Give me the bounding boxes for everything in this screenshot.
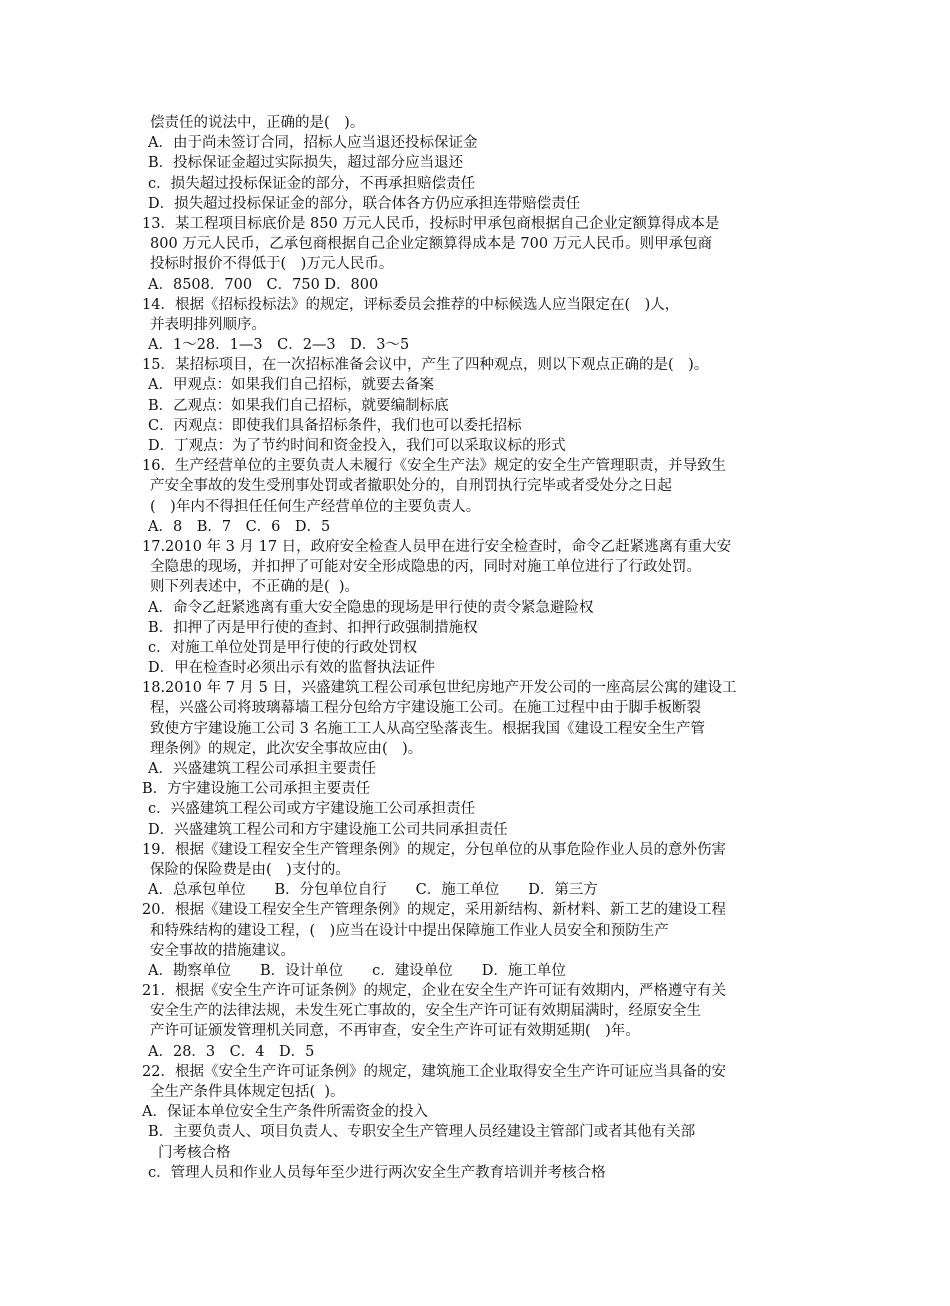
text-line: B．方宇建设施工公司承担主要责任 <box>142 781 371 798</box>
text-line: D．损失超过投标保证金的部分，联合体各方仍应承担连带赔偿责任 <box>148 195 581 212</box>
text-line: D．兴盛建筑工程公司和方宇建设施工公司共同承担责任 <box>148 821 508 838</box>
text-line: A．由于尚未签订合同，招标人应当退还投标保证金 <box>148 135 478 152</box>
text-line: 并表明排列顺序。 <box>150 316 266 333</box>
text-line: 产安全事故的发生受刑事处罚或者撤职处分的，自刑罚执行完毕或者受处分之日起 <box>150 478 672 495</box>
text-line: B．主要负责人、项目负责人、专职安全生产管理人员经建设主管部门或者其他有关部 <box>148 1124 696 1141</box>
text-line: 21．根据《安全生产许可证条例》的规定，企业在安全生产许可证有效期内，严格遵守有关 <box>142 983 726 1000</box>
text-line: 15．某招标项目，在一次招标准备会议中，产生了四种观点，则以下观点正确的是( )。 <box>142 357 709 374</box>
text-line: c．对施工单位处罚是甲行使的行政处罚权 <box>148 639 418 656</box>
text-line: 全生产条件具体规定包括( )。 <box>150 1084 345 1100</box>
text-line: 安全事故的措施建议。 <box>150 942 295 959</box>
text-line: 18.2010 年 7 月 5 日，兴盛建筑工程公司承包世纪房地产开发公司的一座高层公寓的建设工 <box>142 680 737 697</box>
text-line: A．8 B．7 C．6 D．5 <box>148 518 331 535</box>
text-line: 产许可证颁发管理机关同意，不再审查，安全生产许可证有效期延期( )年。 <box>150 1023 640 1040</box>
text-line: ( )年内不得担任任何生产经营单位的主要负责人。 <box>150 498 481 515</box>
text-line: 14．根据《招标投标法》的规定，评标委员会推荐的中标候选人应当限定在( )人， <box>142 296 680 313</box>
text-line: A．勘察单位 B．设计单位 c．建设单位 D．施工单位 <box>148 962 566 979</box>
text-line: 800 万元人民币，乙承包商根据自己企业定额算得成本是 700 万元人民币。则甲承包商 <box>150 236 713 253</box>
text-line: B．扣押了丙是甲行使的查封、扣押行政强制措施权 <box>148 619 478 636</box>
text-line: c．管理人员和作业人员每年至少进行两次安全生产教育培训并考核合格 <box>148 1164 606 1181</box>
text-line: 20．根据《建设工程安全生产管理条例》的规定，采用新结构、新材料、新工艺的建设工程 <box>142 902 726 919</box>
text-line: 保险的保险费是由( )支付的。 <box>150 861 350 878</box>
text-line: D．甲在检查时必须出示有效的监督执法证件 <box>148 660 436 677</box>
document-body <box>142 113 822 1183</box>
text-line: 安全生产的法律法规，未发生死亡事故的，安全生产许可证有效期届满时，经原安全生 <box>150 1003 701 1020</box>
text-line: A．总承包单位 B．分包单位自行 C．施工单位 D．第三方 <box>148 882 598 899</box>
text-line: 门考核合格 <box>158 1144 231 1161</box>
text-line: 19．根据《建设工程安全生产管理条例》的规定，分包单位的从事危险作业人员的意外伤害 <box>142 841 726 858</box>
text-line: A．甲观点：如果我们自己招标，就要去备案 <box>148 377 434 394</box>
text-line: 则下列表述中，不正确的是( )。 <box>150 579 360 596</box>
text-line: 偿责任的说法中，正确的是( )。 <box>150 115 365 131</box>
text-line: A．保证本单位安全生产条件所需资金的投入 <box>142 1104 428 1121</box>
text-line: B．乙观点：如果我们自己招标，就要编制标底 <box>148 397 449 414</box>
text-line: A．兴盛建筑工程公司承担主要责任 <box>148 761 376 777</box>
text-line: A．28．3 C．4 D．5 <box>148 1043 315 1060</box>
text-line: A．8508．700 C．750 D．800 <box>148 276 379 293</box>
text-line: c．损失超过投标保证金的部分，不再承担赔偿责任 <box>148 175 476 192</box>
text-line: A．1～28．1—3 C．2—3 D．3～5 <box>148 337 410 354</box>
text-line: 全隐患的现场，并扣押了可能对安全形成隐患的丙，同时对施工单位进行了行政处罚。 <box>150 559 701 576</box>
text-line: 投标时报价不得低于( )万元人民币。 <box>150 256 394 273</box>
text-line: D．丁观点：为了节约时间和资金投入，我们可以采取议标的形式 <box>148 438 566 454</box>
text-line: 理条例》的规定，此次安全事故应由( )。 <box>150 740 423 757</box>
text-line: c．兴盛建筑工程公司或方宇建设施工公司承担责任 <box>148 801 476 818</box>
text-line: 22．根据《安全生产许可证条例》的规定，建筑施工企业取得安全生产许可证应当具备的安 <box>142 1063 726 1080</box>
text-line: 16．生产经营单位的主要负责人未履行《安全生产法》规定的安全生产管理职责，并导致生 <box>142 458 726 475</box>
text-line: A．命令乙赶紧逃离有重大安全隐患的现场是甲行使的责令紧急避险权 <box>148 599 594 616</box>
text-line: B．投标保证金超过实际损失，超过部分应当退还 <box>148 155 464 172</box>
text-line: 致使方宇建设施工公司 3 名施工工人从高空坠落丧生。根据我国《建设工程安全生产管 <box>150 720 705 737</box>
text-line: 17.2010 年 3 月 17 日，政府安全检查人员甲在进行安全检查时，命令乙赶紧逃离有重大安 <box>142 538 732 555</box>
text-line: 和特殊结构的建设工程，( )应当在设计中提出保障施工作业人员安全和预防生产 <box>150 922 669 939</box>
text-line: 程，兴盛公司将玻璃幕墙工程分包给方宇建设施工公司。在施工过程中由于脚手板断裂 <box>150 700 701 717</box>
text-line: C．丙观点：即使我们具备招标条件，我们也可以委托招标 <box>148 417 522 434</box>
text-line: 13．某工程项目标底价是 850 万元人民币，投标时甲承包商根据自己企业定额算得成本是 <box>142 215 720 232</box>
